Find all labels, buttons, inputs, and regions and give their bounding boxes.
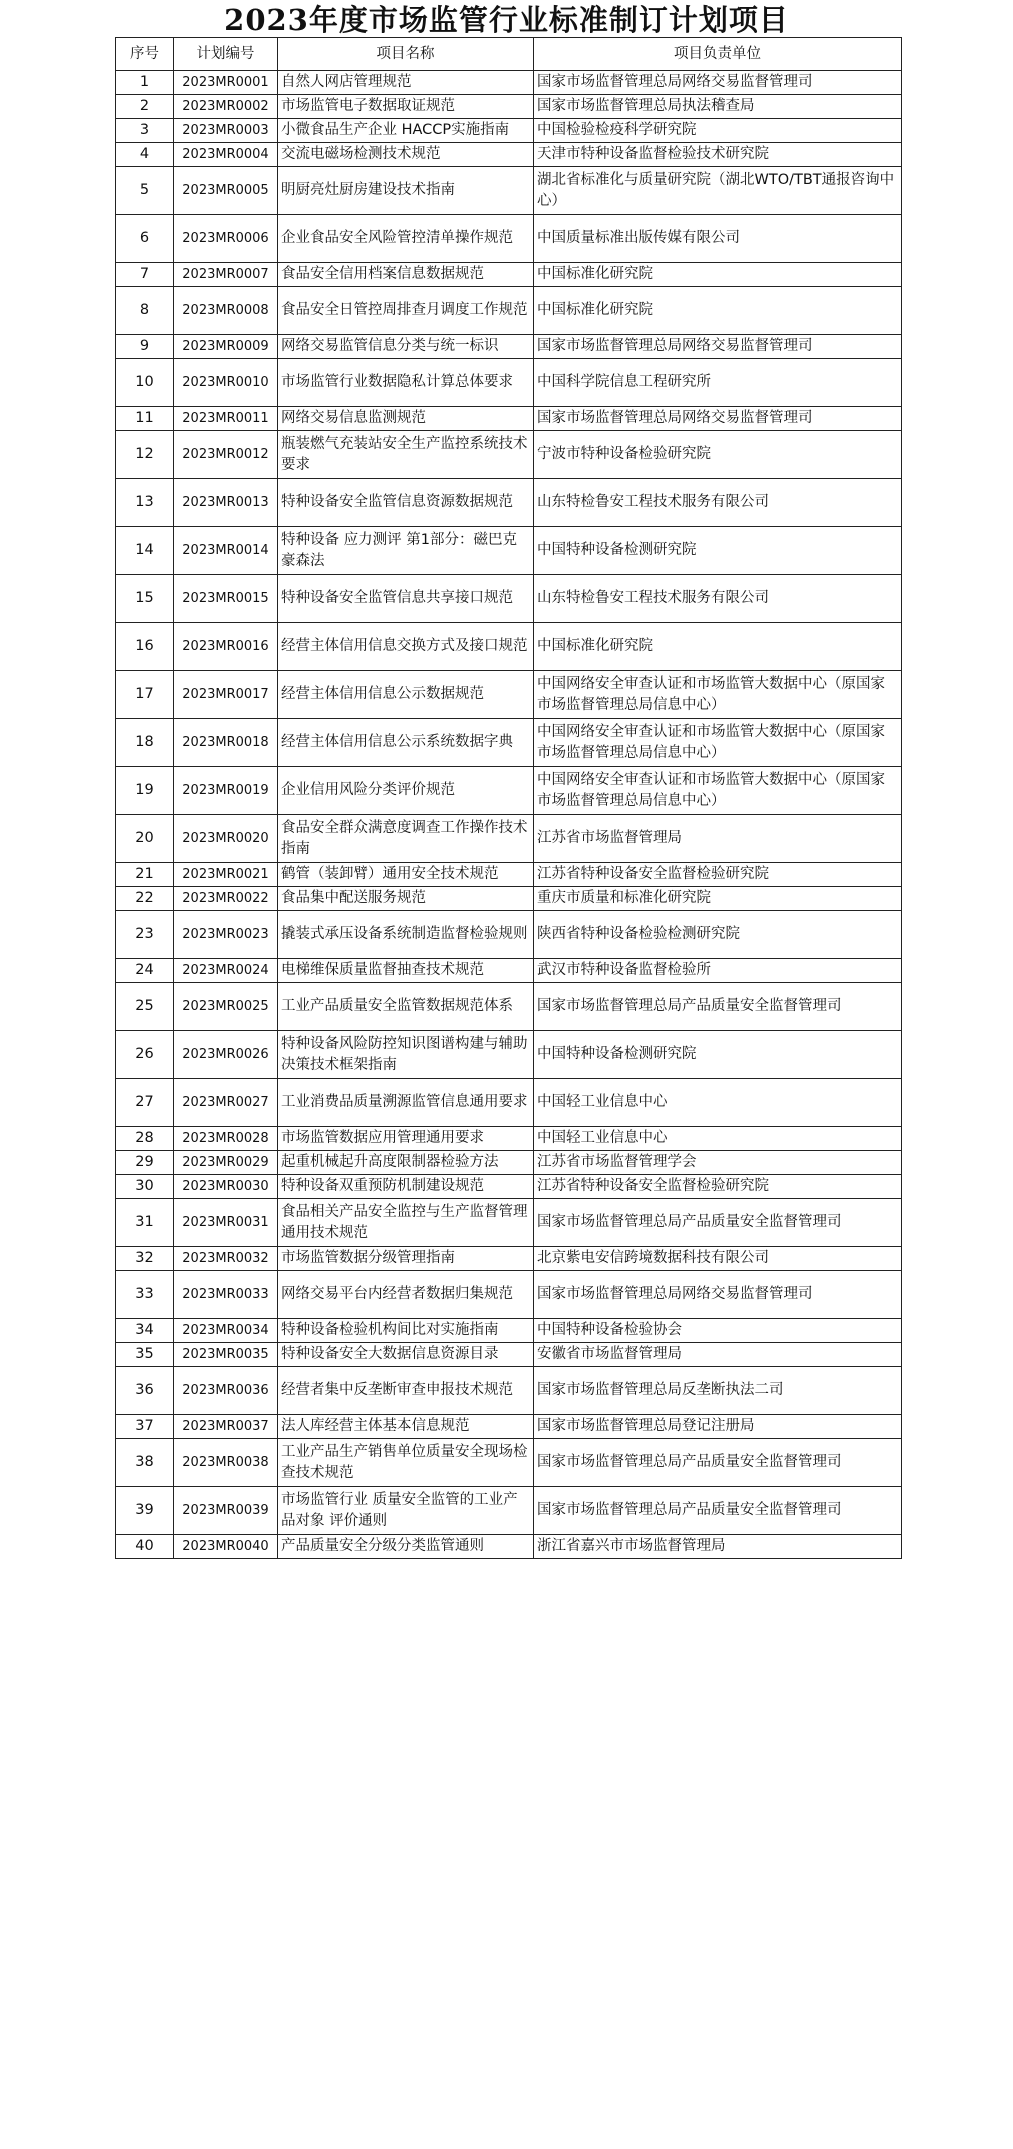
cell-responsible-unit: 山东特检鲁安工程技术服务有限公司: [534, 479, 902, 527]
cell-plan-code: 2023MR0018: [174, 719, 278, 767]
cell-no: 21: [116, 863, 174, 887]
cell-project-name: 起重机械起升高度限制器检验方法: [278, 1151, 534, 1175]
cell-responsible-unit: 江苏省特种设备安全监督检验研究院: [534, 863, 902, 887]
cell-responsible-unit: 中国标准化研究院: [534, 263, 902, 287]
cell-plan-code: 2023MR0014: [174, 527, 278, 575]
cell-project-name: 食品安全日管控周排查月调度工作规范: [278, 287, 534, 335]
cell-no: 7: [116, 263, 174, 287]
table-row: [116, 1343, 902, 1367]
cell-responsible-unit: 国家市场监督管理总局产品质量安全监督管理司: [534, 1439, 902, 1487]
cell-responsible-unit: 国家市场监督管理总局网络交易监督管理司: [534, 335, 902, 359]
cell-responsible-unit: 重庆市质量和标准化研究院: [534, 887, 902, 911]
cell-project-name: 食品相关产品安全监控与生产监督管理通用技术规范: [278, 1199, 534, 1247]
cell-project-name: 经营者集中反垄断审查申报技术规范: [278, 1367, 534, 1415]
cell-no: 15: [116, 575, 174, 623]
cell-responsible-unit: 中国轻工业信息中心: [534, 1079, 902, 1127]
cell-plan-code: 2023MR0027: [174, 1079, 278, 1127]
cell-project-name: 食品安全群众满意度调查工作操作技术指南: [278, 815, 534, 863]
cell-plan-code: 2023MR0026: [174, 1031, 278, 1079]
table-row: [116, 335, 902, 359]
cell-project-name: 经营主体信用信息公示系统数据字典: [278, 719, 534, 767]
table-row: [116, 1247, 902, 1271]
cell-no: 38: [116, 1439, 174, 1487]
cell-project-name: 小微食品生产企业 HACCP实施指南: [278, 119, 534, 143]
cell-responsible-unit: 陕西省特种设备检验检测研究院: [534, 911, 902, 959]
table-row: [116, 719, 902, 767]
cell-project-name: 工业产品质量安全监管数据规范体系: [278, 983, 534, 1031]
cell-no: 20: [116, 815, 174, 863]
table-row: [116, 143, 902, 167]
cell-plan-code: 2023MR0004: [174, 143, 278, 167]
cell-responsible-unit: 中国特种设备检测研究院: [534, 1031, 902, 1079]
table-row: [116, 1175, 902, 1199]
cell-plan-code: 2023MR0017: [174, 671, 278, 719]
cell-no: 19: [116, 767, 174, 815]
table-row: [116, 431, 902, 479]
cell-project-name: 电梯维保质量监督抽查技术规范: [278, 959, 534, 983]
cell-no: 30: [116, 1175, 174, 1199]
table-row: [116, 1127, 902, 1151]
cell-project-name: 工业产品生产销售单位质量安全现场检查技术规范: [278, 1439, 534, 1487]
cell-responsible-unit: 江苏省特种设备安全监督检验研究院: [534, 1175, 902, 1199]
cell-project-name: 产品质量安全分级分类监管通则: [278, 1535, 534, 1559]
cell-project-name: 市场监管行业 质量安全监管的工业产品对象 评价通则: [278, 1487, 534, 1535]
cell-plan-code: 2023MR0010: [174, 359, 278, 407]
cell-plan-code: 2023MR0034: [174, 1319, 278, 1343]
table-header-row: [116, 38, 902, 71]
cell-no: 37: [116, 1415, 174, 1439]
cell-plan-code: 2023MR0006: [174, 215, 278, 263]
cell-project-name: 市场监管数据分级管理指南: [278, 1247, 534, 1271]
cell-project-name: 法人库经营主体基本信息规范: [278, 1415, 534, 1439]
cell-plan-code: 2023MR0028: [174, 1127, 278, 1151]
cell-plan-code: 2023MR0037: [174, 1415, 278, 1439]
cell-plan-code: 2023MR0029: [174, 1151, 278, 1175]
cell-project-name: 经营主体信用信息交换方式及接口规范: [278, 623, 534, 671]
table-row: [116, 1271, 902, 1319]
cell-no: 24: [116, 959, 174, 983]
cell-responsible-unit: 浙江省嘉兴市市场监督管理局: [534, 1535, 902, 1559]
cell-project-name: 特种设备双重预防机制建设规范: [278, 1175, 534, 1199]
cell-responsible-unit: 中国网络安全审查认证和市场监管大数据中心（原国家市场监督管理总局信息中心）: [534, 719, 902, 767]
table-row: [116, 1199, 902, 1247]
cell-plan-code: 2023MR0032: [174, 1247, 278, 1271]
cell-responsible-unit: 宁波市特种设备检验研究院: [534, 431, 902, 479]
cell-plan-code: 2023MR0009: [174, 335, 278, 359]
cell-no: 6: [116, 215, 174, 263]
cell-plan-code: 2023MR0016: [174, 623, 278, 671]
cell-responsible-unit: 中国质量标准出版传媒有限公司: [534, 215, 902, 263]
cell-project-name: 市场监管行业数据隐私计算总体要求: [278, 359, 534, 407]
header-unit: 项目负责单位: [534, 38, 902, 71]
cell-project-name: 鹤管（装卸臂）通用安全技术规范: [278, 863, 534, 887]
cell-responsible-unit: 江苏省市场监督管理局: [534, 815, 902, 863]
cell-plan-code: 2023MR0031: [174, 1199, 278, 1247]
cell-plan-code: 2023MR0040: [174, 1535, 278, 1559]
cell-no: 26: [116, 1031, 174, 1079]
cell-responsible-unit: 山东特检鲁安工程技术服务有限公司: [534, 575, 902, 623]
cell-no: 25: [116, 983, 174, 1031]
cell-plan-code: 2023MR0015: [174, 575, 278, 623]
table-row: [116, 767, 902, 815]
table-row: [116, 359, 902, 407]
table-row: [116, 911, 902, 959]
cell-responsible-unit: 江苏省市场监督管理学会: [534, 1151, 902, 1175]
cell-plan-code: 2023MR0019: [174, 767, 278, 815]
cell-no: 2: [116, 95, 174, 119]
cell-no: 16: [116, 623, 174, 671]
cell-plan-code: 2023MR0007: [174, 263, 278, 287]
table-row: [116, 71, 902, 95]
cell-no: 22: [116, 887, 174, 911]
cell-responsible-unit: 中国检验检疫科学研究院: [534, 119, 902, 143]
table-body: [116, 71, 902, 1559]
cell-project-name: 特种设备安全监管信息共享接口规范: [278, 575, 534, 623]
cell-responsible-unit: 中国轻工业信息中心: [534, 1127, 902, 1151]
cell-no: 33: [116, 1271, 174, 1319]
cell-project-name: 网络交易平台内经营者数据归集规范: [278, 1271, 534, 1319]
table-row: [116, 959, 902, 983]
standards-plan-table: [115, 37, 902, 1559]
cell-no: 23: [116, 911, 174, 959]
cell-responsible-unit: 国家市场监督管理总局反垄断执法二司: [534, 1367, 902, 1415]
cell-project-name: 网络交易信息监测规范: [278, 407, 534, 431]
cell-project-name: 市场监管电子数据取证规范: [278, 95, 534, 119]
cell-responsible-unit: 国家市场监督管理总局产品质量安全监督管理司: [534, 1487, 902, 1535]
cell-plan-code: 2023MR0011: [174, 407, 278, 431]
cell-plan-code: 2023MR0005: [174, 167, 278, 215]
cell-plan-code: 2023MR0008: [174, 287, 278, 335]
cell-plan-code: 2023MR0039: [174, 1487, 278, 1535]
table-row: [116, 167, 902, 215]
cell-no: 17: [116, 671, 174, 719]
table-row: [116, 527, 902, 575]
table-row: [116, 1151, 902, 1175]
cell-no: 1: [116, 71, 174, 95]
cell-responsible-unit: 安徽省市场监督管理局: [534, 1343, 902, 1367]
table-row: [116, 671, 902, 719]
cell-responsible-unit: 国家市场监督管理总局产品质量安全监督管理司: [534, 1199, 902, 1247]
table-row: [116, 1487, 902, 1535]
cell-no: 28: [116, 1127, 174, 1151]
cell-no: 31: [116, 1199, 174, 1247]
cell-responsible-unit: 中国网络安全审查认证和市场监管大数据中心（原国家市场监督管理总局信息中心）: [534, 671, 902, 719]
cell-project-name: 特种设备安全监管信息资源数据规范: [278, 479, 534, 527]
table-row: [116, 863, 902, 887]
cell-plan-code: 2023MR0023: [174, 911, 278, 959]
cell-no: 14: [116, 527, 174, 575]
header-code: 计划编号: [174, 38, 278, 71]
cell-responsible-unit: 国家市场监督管理总局执法稽查局: [534, 95, 902, 119]
cell-plan-code: 2023MR0036: [174, 1367, 278, 1415]
cell-project-name: 企业食品安全风险管控清单操作规范: [278, 215, 534, 263]
cell-project-name: 工业消费品质量溯源监管信息通用要求: [278, 1079, 534, 1127]
cell-no: 8: [116, 287, 174, 335]
table-row: [116, 815, 902, 863]
cell-project-name: 明厨亮灶厨房建设技术指南: [278, 167, 534, 215]
cell-project-name: 经营主体信用信息公示数据规范: [278, 671, 534, 719]
cell-plan-code: 2023MR0022: [174, 887, 278, 911]
table-row: [116, 1535, 902, 1559]
cell-plan-code: 2023MR0025: [174, 983, 278, 1031]
table-row: [116, 575, 902, 623]
cell-responsible-unit: 天津市特种设备监督检验技术研究院: [534, 143, 902, 167]
table-row: [116, 1367, 902, 1415]
cell-responsible-unit: 中国标准化研究院: [534, 287, 902, 335]
cell-project-name: 网络交易监管信息分类与统一标识: [278, 335, 534, 359]
cell-responsible-unit: 中国网络安全审查认证和市场监管大数据中心（原国家市场监督管理总局信息中心）: [534, 767, 902, 815]
cell-responsible-unit: 国家市场监督管理总局产品质量安全监督管理司: [534, 983, 902, 1031]
table-row: [116, 887, 902, 911]
table-row: [116, 1079, 902, 1127]
cell-project-name: 市场监管数据应用管理通用要求: [278, 1127, 534, 1151]
cell-no: 27: [116, 1079, 174, 1127]
cell-plan-code: 2023MR0035: [174, 1343, 278, 1367]
cell-plan-code: 2023MR0033: [174, 1271, 278, 1319]
cell-no: 35: [116, 1343, 174, 1367]
cell-responsible-unit: 中国特种设备检测研究院: [534, 527, 902, 575]
cell-plan-code: 2023MR0024: [174, 959, 278, 983]
cell-plan-code: 2023MR0020: [174, 815, 278, 863]
cell-no: 32: [116, 1247, 174, 1271]
cell-no: 36: [116, 1367, 174, 1415]
cell-no: 3: [116, 119, 174, 143]
cell-responsible-unit: 武汉市特种设备监督检验所: [534, 959, 902, 983]
cell-responsible-unit: 中国特种设备检验协会: [534, 1319, 902, 1343]
cell-project-name: 瓶装燃气充装站安全生产监控系统技术要求: [278, 431, 534, 479]
table-row: [116, 479, 902, 527]
cell-plan-code: 2023MR0030: [174, 1175, 278, 1199]
cell-project-name: 自然人网店管理规范: [278, 71, 534, 95]
cell-no: 11: [116, 407, 174, 431]
cell-responsible-unit: 国家市场监督管理总局网络交易监督管理司: [534, 71, 902, 95]
cell-responsible-unit: 北京紫电安信跨境数据科技有限公司: [534, 1247, 902, 1271]
cell-no: 39: [116, 1487, 174, 1535]
cell-responsible-unit: 中国标准化研究院: [534, 623, 902, 671]
table-row: [116, 95, 902, 119]
cell-no: 34: [116, 1319, 174, 1343]
cell-project-name: 食品集中配送服务规范: [278, 887, 534, 911]
table-row: [116, 1319, 902, 1343]
table-row: [116, 1031, 902, 1079]
cell-plan-code: 2023MR0002: [174, 95, 278, 119]
cell-responsible-unit: 国家市场监督管理总局网络交易监督管理司: [534, 1271, 902, 1319]
cell-plan-code: 2023MR0013: [174, 479, 278, 527]
cell-no: 12: [116, 431, 174, 479]
cell-project-name: 特种设备风险防控知识图谱构建与辅助决策技术框架指南: [278, 1031, 534, 1079]
cell-responsible-unit: 国家市场监督管理总局网络交易监督管理司: [534, 407, 902, 431]
cell-project-name: 特种设备检验机构间比对实施指南: [278, 1319, 534, 1343]
header-no: 序号: [116, 38, 174, 71]
cell-plan-code: 2023MR0001: [174, 71, 278, 95]
cell-no: 10: [116, 359, 174, 407]
cell-no: 18: [116, 719, 174, 767]
table-row: [116, 1415, 902, 1439]
table-row: [116, 287, 902, 335]
cell-project-name: 特种设备安全大数据信息资源目录: [278, 1343, 534, 1367]
cell-no: 4: [116, 143, 174, 167]
table-row: [116, 119, 902, 143]
cell-no: 13: [116, 479, 174, 527]
table-row: [116, 407, 902, 431]
table-row: [116, 983, 902, 1031]
cell-responsible-unit: 湖北省标准化与质量研究院（湖北WTO/TBT通报咨询中心）: [534, 167, 902, 215]
cell-plan-code: 2023MR0012: [174, 431, 278, 479]
table-row: [116, 623, 902, 671]
cell-plan-code: 2023MR0003: [174, 119, 278, 143]
cell-project-name: 特种设备 应力测评 第1部分：磁巴克豪森法: [278, 527, 534, 575]
cell-responsible-unit: 国家市场监督管理总局登记注册局: [534, 1415, 902, 1439]
cell-no: 29: [116, 1151, 174, 1175]
cell-no: 5: [116, 167, 174, 215]
table-row: [116, 215, 902, 263]
cell-no: 9: [116, 335, 174, 359]
cell-plan-code: 2023MR0038: [174, 1439, 278, 1487]
cell-project-name: 撬装式承压设备系统制造监督检验规则: [278, 911, 534, 959]
cell-responsible-unit: 中国科学院信息工程研究所: [534, 359, 902, 407]
document-title: 2023年度市场监管行业标准制订计划项目: [224, 3, 789, 37]
table-row: [116, 1439, 902, 1487]
table-row: [116, 263, 902, 287]
cell-project-name: 食品安全信用档案信息数据规范: [278, 263, 534, 287]
cell-plan-code: 2023MR0021: [174, 863, 278, 887]
cell-no: 40: [116, 1535, 174, 1559]
cell-project-name: 交流电磁场检测技术规范: [278, 143, 534, 167]
cell-project-name: 企业信用风险分类评价规范: [278, 767, 534, 815]
header-name: 项目名称: [278, 38, 534, 71]
